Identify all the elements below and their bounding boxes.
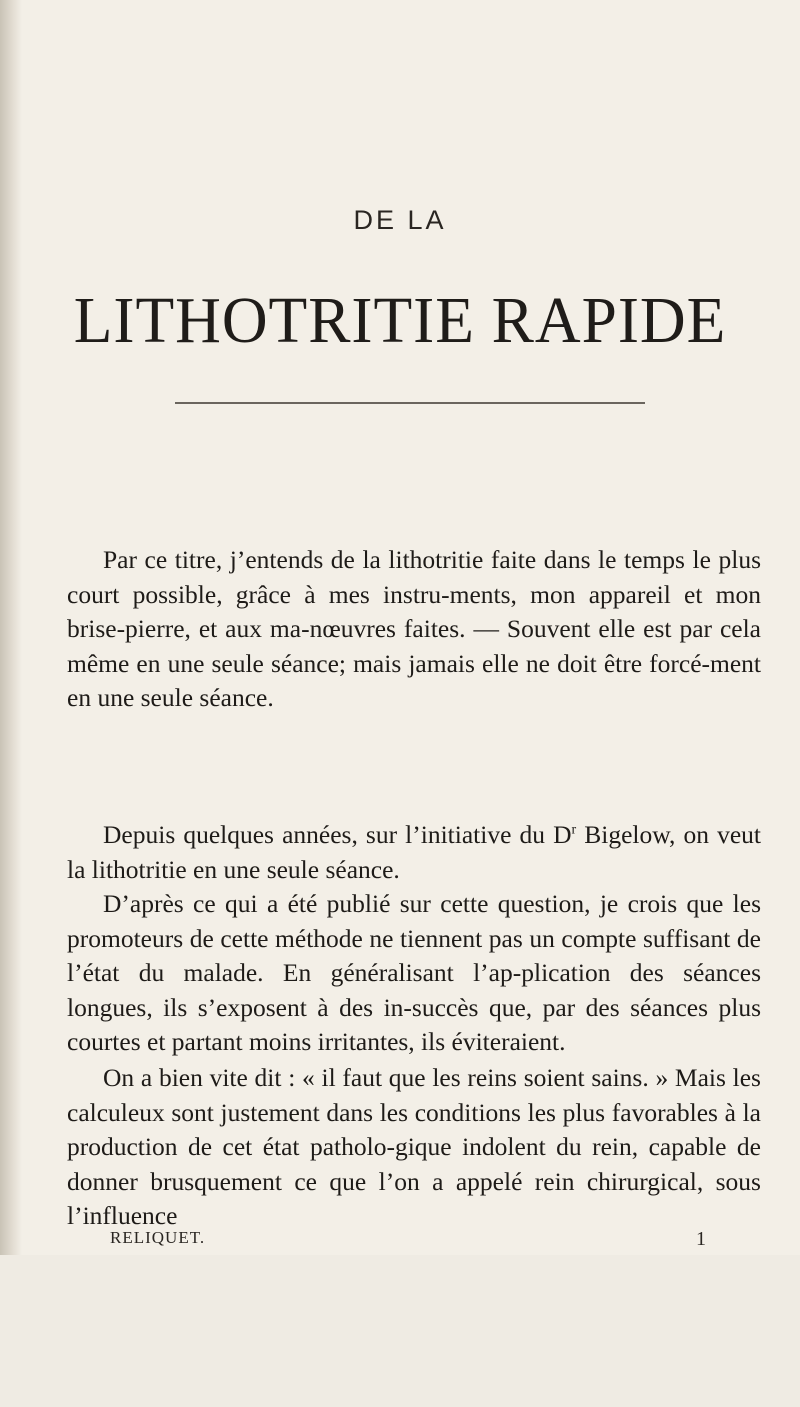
paragraph-2-superscript: r (571, 822, 577, 838)
paragraph-2 (67, 818, 761, 887)
page-bottom-tone (0, 1255, 800, 1407)
page-title: LITHOTRITIE RAPIDE (73, 284, 727, 357)
paragraph-3: D’après ce qui a été publié sur cette question, je crois que les promoteurs de cette méthode ne tiennent pas un compte suffisant de l’état du malade. En généralisant l’ap-plication des séances longues, ils s’exposent à des in-succès que, par des séances plus courtes et partant moins irritantes, ils éviteraient. (67, 889, 761, 1057)
title-prefix: DE LA (353, 205, 447, 235)
title-rule (175, 402, 645, 404)
page-number: 1 (696, 1228, 707, 1250)
paragraph-2-text-a: Depuis quelques années, sur l’initiative du D (103, 820, 572, 849)
signature-mark: RELIQUET. (110, 1228, 206, 1247)
paragraph-4: On a bien vite dit : « il faut que les reins soient sains. » Mais les calculeux sont justement dans les conditions les plus favorables à la production de cet état patholo-gique indolent du rein, capable de donner brusquement ce que l’on a appelé rein chirurgical, sous l’influence (67, 1063, 761, 1231)
paragraph-1: Par ce titre, j’entends de la lithotritie faite dans le temps le plus court possible, grâce à mes instru-ments, mon appareil et mon brise-pierre, et aux ma-nœuvres faites. — Souvent elle est par cela même en une seule séance; mais jamais elle ne doit être forcé-ment en une seule séance. (67, 545, 761, 713)
paragraph-2-text-b: Bigelow, on veut la lithotritie en une seule séance. (67, 820, 761, 884)
